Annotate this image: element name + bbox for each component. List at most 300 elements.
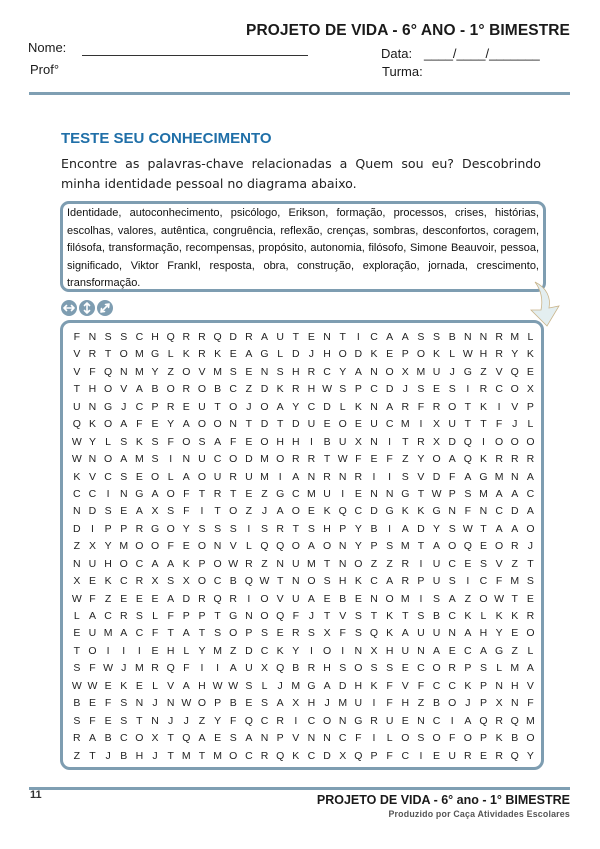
grid-letter[interactable]: R bbox=[510, 453, 519, 466]
grid-letter[interactable]: A bbox=[120, 627, 128, 640]
grid-letter[interactable]: M bbox=[291, 679, 301, 692]
grid-letter[interactable]: I bbox=[419, 418, 423, 431]
grid-letter[interactable]: V bbox=[292, 732, 300, 745]
grid-letter[interactable]: C bbox=[495, 505, 503, 518]
grid-letter[interactable]: A bbox=[386, 575, 394, 588]
grid-letter[interactable]: T bbox=[323, 453, 331, 466]
grid-letter[interactable]: B bbox=[73, 697, 81, 710]
grid-letter[interactable]: C bbox=[370, 331, 378, 343]
grid-letter[interactable]: V bbox=[198, 365, 206, 378]
grid-letter[interactable]: O bbox=[229, 627, 238, 640]
grid-letter[interactable]: V bbox=[167, 679, 175, 692]
grid-letter[interactable]: U bbox=[276, 331, 284, 343]
grid-letter[interactable]: O bbox=[104, 383, 113, 396]
grid-letter[interactable]: G bbox=[104, 400, 113, 413]
grid-letter[interactable]: A bbox=[433, 644, 441, 657]
grid-letter[interactable]: Z bbox=[511, 644, 518, 657]
grid-letter[interactable]: P bbox=[339, 522, 347, 535]
grid-letter[interactable]: W bbox=[228, 557, 239, 570]
grid-letter[interactable]: T bbox=[198, 749, 206, 762]
grid-letter[interactable]: Y bbox=[151, 365, 159, 378]
grid-letter[interactable]: T bbox=[73, 644, 81, 657]
grid-letter[interactable]: K bbox=[526, 348, 534, 361]
grid-letter[interactable]: R bbox=[307, 662, 316, 675]
grid-letter[interactable]: A bbox=[354, 365, 362, 378]
grid-letter[interactable]: R bbox=[495, 331, 503, 343]
grid-letter[interactable]: D bbox=[260, 383, 269, 396]
grid-letter[interactable]: F bbox=[355, 453, 362, 466]
grid-letter[interactable]: R bbox=[354, 470, 363, 483]
grid-letter[interactable]: R bbox=[182, 383, 191, 396]
grid-letter[interactable]: S bbox=[448, 383, 456, 396]
grid-letter[interactable]: F bbox=[167, 610, 174, 622]
grid-letter[interactable]: O bbox=[213, 557, 222, 570]
grid-letter[interactable]: A bbox=[307, 592, 315, 605]
grid-letter[interactable]: L bbox=[527, 644, 534, 657]
grid-letter[interactable]: U bbox=[448, 749, 456, 762]
grid-letter[interactable]: O bbox=[526, 522, 535, 535]
grid-letter[interactable]: Q bbox=[182, 732, 191, 745]
grid-letter[interactable]: P bbox=[198, 557, 206, 570]
grid-letter[interactable]: E bbox=[229, 348, 237, 361]
grid-letter[interactable]: S bbox=[526, 575, 534, 588]
grid-letter[interactable]: I bbox=[497, 400, 501, 413]
grid-letter[interactable]: O bbox=[322, 714, 332, 727]
grid-letter[interactable]: Z bbox=[73, 749, 81, 762]
grid-letter[interactable]: U bbox=[432, 627, 441, 640]
grid-letter[interactable]: T bbox=[214, 505, 221, 518]
grid-letter[interactable]: L bbox=[386, 732, 393, 745]
grid-letter[interactable]: J bbox=[121, 400, 127, 413]
grid-letter[interactable]: O bbox=[463, 732, 472, 745]
grid-letter[interactable]: K bbox=[73, 470, 81, 483]
grid-letter[interactable]: O bbox=[416, 348, 425, 361]
grid-letter[interactable]: A bbox=[276, 505, 284, 518]
grid-letter[interactable]: I bbox=[247, 522, 251, 535]
grid-letter[interactable]: C bbox=[401, 749, 410, 762]
grid-letter[interactable]: R bbox=[495, 453, 503, 466]
grid-letter[interactable]: C bbox=[104, 470, 112, 483]
grid-letter[interactable]: C bbox=[448, 610, 456, 622]
grid-letter[interactable]: E bbox=[323, 418, 331, 431]
grid-letter[interactable]: O bbox=[197, 383, 207, 396]
grid-letter[interactable]: Q bbox=[276, 749, 285, 762]
grid-letter[interactable]: Y bbox=[433, 522, 441, 535]
grid-letter[interactable]: M bbox=[416, 365, 426, 378]
grid-letter[interactable]: N bbox=[73, 557, 81, 570]
grid-letter[interactable]: A bbox=[386, 331, 394, 343]
grid-letter[interactable]: W bbox=[337, 453, 348, 466]
grid-letter[interactable]: Z bbox=[261, 487, 268, 500]
grid-letter[interactable]: R bbox=[479, 383, 488, 396]
grid-letter[interactable]: P bbox=[354, 383, 362, 396]
grid-letter[interactable]: U bbox=[198, 400, 206, 413]
grid-letter[interactable]: S bbox=[229, 522, 237, 535]
grid-letter[interactable]: O bbox=[135, 732, 144, 745]
grid-letter[interactable]: M bbox=[400, 418, 410, 431]
grid-letter[interactable]: U bbox=[88, 627, 97, 640]
grid-letter[interactable]: E bbox=[73, 627, 81, 640]
grid-letter[interactable]: F bbox=[73, 331, 81, 343]
grid-letter[interactable]: R bbox=[526, 453, 535, 466]
grid-letter[interactable]: H bbox=[323, 348, 331, 361]
grid-letter[interactable]: S bbox=[354, 627, 362, 640]
grid-letter[interactable]: J bbox=[152, 697, 158, 710]
grid-letter[interactable]: O bbox=[229, 505, 238, 518]
grid-letter[interactable]: C bbox=[73, 487, 81, 500]
grid-letter[interactable]: T bbox=[402, 610, 409, 622]
grid-letter[interactable]: T bbox=[214, 400, 221, 413]
grid-letter[interactable]: K bbox=[495, 610, 503, 622]
grid-letter[interactable]: N bbox=[119, 487, 128, 500]
grid-letter[interactable]: T bbox=[464, 400, 472, 413]
grid-letter[interactable]: Z bbox=[402, 453, 409, 466]
grid-letter[interactable]: S bbox=[370, 662, 378, 675]
grid-letter[interactable]: N bbox=[151, 714, 159, 727]
grid-letter[interactable]: S bbox=[307, 627, 315, 640]
grid-letter[interactable]: H bbox=[291, 435, 300, 448]
grid-letter[interactable]: Z bbox=[245, 505, 253, 518]
grid-letter[interactable]: C bbox=[135, 557, 144, 570]
grid-letter[interactable]: H bbox=[88, 383, 97, 396]
grid-letter[interactable]: K bbox=[370, 679, 378, 692]
grid-letter[interactable]: C bbox=[432, 714, 441, 727]
grid-letter[interactable]: I bbox=[122, 644, 126, 657]
grid-letter[interactable]: O bbox=[291, 505, 300, 518]
grid-letter[interactable]: N bbox=[417, 714, 425, 727]
grid-letter[interactable]: I bbox=[388, 435, 392, 448]
grid-letter[interactable]: A bbox=[182, 470, 190, 483]
grid-letter[interactable]: O bbox=[119, 348, 128, 361]
grid-letter[interactable]: U bbox=[401, 644, 410, 657]
grid-letter[interactable]: Y bbox=[88, 435, 96, 448]
grid-letter[interactable]: O bbox=[448, 540, 457, 553]
grid-letter[interactable]: G bbox=[276, 487, 285, 500]
grid-letter[interactable]: M bbox=[307, 487, 316, 500]
grid-letter[interactable]: Q bbox=[166, 662, 175, 675]
grid-letter[interactable]: J bbox=[465, 697, 471, 710]
grid-letter[interactable]: X bbox=[151, 505, 159, 518]
grid-letter[interactable]: B bbox=[214, 383, 222, 396]
grid-letter[interactable]: Z bbox=[73, 540, 81, 553]
grid-letter[interactable]: A bbox=[292, 470, 300, 483]
grid-letter[interactable]: O bbox=[526, 732, 535, 745]
grid-letter[interactable]: N bbox=[370, 400, 378, 413]
grid-letter[interactable]: S bbox=[448, 522, 456, 535]
grid-letter[interactable]: A bbox=[307, 540, 315, 553]
grid-letter[interactable]: S bbox=[261, 522, 269, 535]
grid-letter[interactable]: J bbox=[324, 697, 330, 710]
grid-letter[interactable]: O bbox=[322, 540, 332, 553]
grid-letter[interactable]: S bbox=[433, 592, 441, 605]
grid-letter[interactable]: C bbox=[448, 557, 456, 570]
grid-letter[interactable]: F bbox=[448, 470, 456, 483]
grid-letter[interactable]: K bbox=[182, 348, 190, 361]
grid-letter[interactable]: Y bbox=[354, 522, 362, 535]
grid-letter[interactable]: A bbox=[182, 627, 190, 640]
grid-letter[interactable]: S bbox=[167, 505, 175, 518]
grid-letter[interactable]: N bbox=[495, 679, 503, 692]
grid-letter[interactable]: Z bbox=[261, 557, 268, 570]
grid-letter[interactable]: C bbox=[370, 575, 378, 588]
grid-letter[interactable]: E bbox=[479, 540, 487, 553]
grid-letter[interactable]: L bbox=[105, 435, 112, 448]
grid-letter[interactable]: Z bbox=[198, 714, 206, 727]
grid-letter[interactable]: I bbox=[106, 644, 110, 657]
grid-letter[interactable]: T bbox=[480, 522, 487, 535]
grid-letter[interactable]: V bbox=[339, 610, 347, 622]
grid-letter[interactable]: R bbox=[276, 522, 284, 535]
grid-letter[interactable]: G bbox=[150, 348, 160, 361]
grid-letter[interactable]: F bbox=[386, 679, 393, 692]
grid-letter[interactable]: I bbox=[466, 575, 470, 588]
grid-letter[interactable]: L bbox=[277, 348, 284, 361]
grid-letter[interactable]: X bbox=[182, 575, 190, 588]
grid-letter[interactable]: G bbox=[495, 644, 504, 657]
grid-letter[interactable]: M bbox=[213, 644, 222, 657]
grid-letter[interactable]: F bbox=[495, 575, 503, 588]
grid-letter[interactable]: T bbox=[104, 348, 112, 361]
grid-letter[interactable]: E bbox=[433, 749, 441, 762]
grid-letter[interactable]: I bbox=[247, 592, 251, 605]
grid-letter[interactable]: B bbox=[292, 662, 300, 675]
grid-letter[interactable]: T bbox=[527, 557, 534, 570]
grid-letter[interactable]: M bbox=[510, 331, 520, 343]
grid-letter[interactable]: E bbox=[511, 627, 519, 640]
grid-letter[interactable]: K bbox=[135, 435, 143, 448]
grid-letter[interactable]: N bbox=[88, 331, 97, 343]
grid-letter[interactable]: G bbox=[307, 679, 316, 692]
grid-letter[interactable]: G bbox=[479, 470, 488, 483]
grid-letter[interactable]: F bbox=[417, 400, 425, 413]
grid-letter[interactable]: F bbox=[183, 505, 190, 518]
grid-letter[interactable]: X bbox=[433, 435, 441, 448]
grid-letter[interactable]: I bbox=[419, 557, 423, 570]
grid-letter[interactable]: U bbox=[323, 487, 331, 500]
grid-letter[interactable]: D bbox=[229, 331, 238, 343]
grid-letter[interactable]: Z bbox=[511, 557, 518, 570]
grid-letter[interactable]: M bbox=[135, 365, 144, 378]
grid-letter[interactable]: P bbox=[151, 400, 159, 413]
grid-letter[interactable]: O bbox=[229, 749, 238, 762]
grid-letter[interactable]: A bbox=[182, 679, 190, 692]
grid-letter[interactable]: P bbox=[182, 610, 190, 622]
grid-letter[interactable]: H bbox=[354, 679, 363, 692]
grid-letter[interactable]: O bbox=[276, 453, 285, 466]
grid-letter[interactable]: A bbox=[120, 418, 128, 431]
grid-letter[interactable]: A bbox=[526, 470, 534, 483]
grid-letter[interactable]: S bbox=[245, 679, 253, 692]
grid-letter[interactable]: Y bbox=[292, 644, 300, 657]
grid-letter[interactable]: E bbox=[88, 575, 96, 588]
grid-letter[interactable]: R bbox=[307, 453, 316, 466]
grid-letter[interactable]: E bbox=[386, 348, 394, 361]
grid-letter[interactable]: F bbox=[339, 627, 346, 640]
grid-letter[interactable]: L bbox=[527, 331, 534, 343]
grid-letter[interactable]: U bbox=[245, 470, 253, 483]
grid-letter[interactable]: A bbox=[135, 383, 143, 396]
grid-letter[interactable]: O bbox=[88, 644, 97, 657]
grid-letter[interactable]: D bbox=[417, 522, 425, 535]
grid-letter[interactable]: I bbox=[216, 662, 220, 675]
grid-letter[interactable]: R bbox=[370, 714, 378, 727]
grid-letter[interactable]: R bbox=[432, 400, 441, 413]
grid-letter[interactable]: K bbox=[182, 557, 190, 570]
grid-letter[interactable]: E bbox=[448, 644, 456, 657]
grid-letter[interactable]: W bbox=[71, 679, 82, 692]
grid-letter[interactable]: C bbox=[307, 749, 316, 762]
grid-letter[interactable]: H bbox=[323, 662, 331, 675]
grid-letter[interactable]: A bbox=[245, 348, 253, 361]
grid-letter[interactable]: U bbox=[354, 697, 363, 710]
grid-letter[interactable]: I bbox=[309, 644, 313, 657]
grid-letter[interactable]: B bbox=[151, 383, 159, 396]
grid-letter[interactable]: Q bbox=[213, 592, 222, 605]
grid-letter[interactable]: T bbox=[167, 732, 174, 745]
grid-letter[interactable]: N bbox=[323, 331, 331, 343]
grid-letter[interactable]: U bbox=[432, 557, 441, 570]
grid-letter[interactable]: U bbox=[338, 435, 347, 448]
grid-letter[interactable]: S bbox=[417, 331, 425, 343]
grid-letter[interactable]: S bbox=[448, 575, 456, 588]
grid-letter[interactable]: G bbox=[135, 487, 144, 500]
grid-letter[interactable]: O bbox=[104, 453, 113, 466]
grid-letter[interactable]: E bbox=[276, 627, 284, 640]
grid-letter[interactable]: V bbox=[526, 679, 534, 692]
grid-letter[interactable]: A bbox=[464, 470, 472, 483]
grid-letter[interactable]: E bbox=[182, 400, 190, 413]
grid-letter[interactable]: J bbox=[121, 662, 127, 675]
grid-letter[interactable]: P bbox=[401, 348, 409, 361]
grid-letter[interactable]: E bbox=[151, 644, 159, 657]
grid-letter[interactable]: M bbox=[526, 714, 535, 727]
grid-letter[interactable]: Q bbox=[276, 610, 285, 622]
grid-letter[interactable]: S bbox=[120, 470, 128, 483]
grid-letter[interactable]: O bbox=[291, 540, 300, 553]
grid-letter[interactable]: J bbox=[152, 749, 158, 762]
grid-letter[interactable]: S bbox=[151, 435, 159, 448]
grid-letter[interactable]: Y bbox=[104, 540, 112, 553]
grid-letter[interactable]: E bbox=[401, 662, 409, 675]
grid-letter[interactable]: K bbox=[433, 348, 441, 361]
grid-letter[interactable]: Q bbox=[276, 540, 285, 553]
grid-letter[interactable]: X bbox=[354, 435, 362, 448]
grid-letter[interactable]: F bbox=[136, 418, 143, 431]
grid-letter[interactable]: Z bbox=[464, 592, 472, 605]
grid-letter[interactable]: N bbox=[448, 627, 456, 640]
grid-letter[interactable]: N bbox=[338, 714, 347, 727]
grid-letter[interactable]: R bbox=[198, 348, 206, 361]
grid-letter[interactable]: N bbox=[182, 453, 191, 466]
grid-letter[interactable]: B bbox=[370, 522, 378, 535]
grid-letter[interactable]: C bbox=[213, 453, 222, 466]
grid-letter[interactable]: K bbox=[370, 348, 378, 361]
grid-letter[interactable]: E bbox=[526, 365, 534, 378]
grid-letter[interactable]: S bbox=[479, 662, 487, 675]
grid-letter[interactable]: V bbox=[120, 383, 128, 396]
grid-letter[interactable]: T bbox=[402, 435, 409, 448]
grid-letter[interactable]: S bbox=[214, 627, 222, 640]
grid-letter[interactable]: B bbox=[448, 331, 456, 343]
grid-letter[interactable]: E bbox=[370, 453, 378, 466]
grid-letter[interactable]: S bbox=[120, 435, 128, 448]
grid-letter[interactable]: O bbox=[135, 540, 144, 553]
grid-letter[interactable]: B bbox=[339, 592, 347, 605]
grid-letter[interactable]: N bbox=[260, 365, 269, 378]
grid-letter[interactable]: S bbox=[401, 470, 409, 483]
grid-letter[interactable]: E bbox=[354, 592, 362, 605]
grid-letter[interactable]: M bbox=[260, 470, 269, 483]
grid-letter[interactable]: E bbox=[182, 540, 190, 553]
grid-letter[interactable]: Q bbox=[104, 365, 113, 378]
grid-letter[interactable]: Q bbox=[510, 714, 519, 727]
grid-letter[interactable]: Z bbox=[104, 592, 112, 605]
grid-letter[interactable]: X bbox=[88, 540, 96, 553]
grid-letter[interactable]: S bbox=[135, 610, 143, 622]
grid-letter[interactable]: S bbox=[120, 714, 128, 727]
grid-letter[interactable]: N bbox=[338, 470, 347, 483]
grid-letter[interactable]: Y bbox=[354, 540, 362, 553]
grid-letter[interactable]: T bbox=[167, 627, 174, 640]
grid-letter[interactable]: K bbox=[104, 575, 112, 588]
grid-letter[interactable]: U bbox=[432, 365, 441, 378]
grid-letter[interactable]: H bbox=[198, 679, 206, 692]
grid-letter[interactable]: U bbox=[370, 418, 378, 431]
grid-letter[interactable]: O bbox=[322, 644, 332, 657]
grid-letter[interactable]: K bbox=[354, 400, 362, 413]
grid-letter[interactable]: R bbox=[510, 540, 519, 553]
grid-letter[interactable]: C bbox=[479, 575, 488, 588]
grid-letter[interactable]: G bbox=[260, 348, 269, 361]
grid-letter[interactable]: O bbox=[385, 592, 394, 605]
grid-letter[interactable]: O bbox=[182, 365, 191, 378]
grid-letter[interactable]: V bbox=[276, 592, 284, 605]
grid-letter[interactable]: M bbox=[135, 662, 144, 675]
grid-letter[interactable]: F bbox=[230, 435, 237, 448]
grid-letter[interactable]: T bbox=[370, 610, 378, 622]
grid-letter[interactable]: M bbox=[400, 540, 410, 553]
grid-letter[interactable]: N bbox=[479, 331, 488, 343]
grid-letter[interactable]: V bbox=[73, 365, 81, 378]
grid-letter[interactable]: A bbox=[526, 662, 534, 675]
grid-letter[interactable]: A bbox=[323, 679, 331, 692]
grid-letter[interactable]: U bbox=[245, 662, 253, 675]
grid-letter[interactable]: N bbox=[323, 732, 331, 745]
grid-letter[interactable]: R bbox=[229, 592, 238, 605]
grid-letter[interactable]: A bbox=[214, 435, 222, 448]
grid-letter[interactable]: J bbox=[183, 714, 189, 727]
grid-letter[interactable]: S bbox=[261, 697, 269, 710]
grid-letter[interactable]: C bbox=[464, 644, 472, 657]
grid-letter[interactable]: N bbox=[88, 400, 97, 413]
grid-letter[interactable]: A bbox=[495, 487, 503, 500]
grid-letter[interactable]: Q bbox=[166, 331, 175, 343]
grid-letter[interactable]: C bbox=[307, 400, 316, 413]
grid-letter[interactable]: N bbox=[417, 644, 425, 657]
grid-letter[interactable]: L bbox=[152, 679, 158, 692]
grid-letter[interactable]: L bbox=[496, 662, 503, 675]
grid-letter[interactable]: R bbox=[495, 749, 503, 762]
grid-letter[interactable]: O bbox=[197, 575, 207, 588]
grid-letter[interactable]: E bbox=[135, 592, 143, 605]
grid-letter[interactable]: W bbox=[71, 592, 82, 605]
grid-letter[interactable]: F bbox=[167, 540, 174, 553]
grid-letter[interactable]: P bbox=[104, 522, 112, 535]
grid-letter[interactable]: O bbox=[385, 365, 394, 378]
grid-letter[interactable]: L bbox=[73, 610, 80, 622]
grid-letter[interactable]: X bbox=[73, 575, 81, 588]
grid-letter[interactable]: B bbox=[433, 697, 441, 710]
